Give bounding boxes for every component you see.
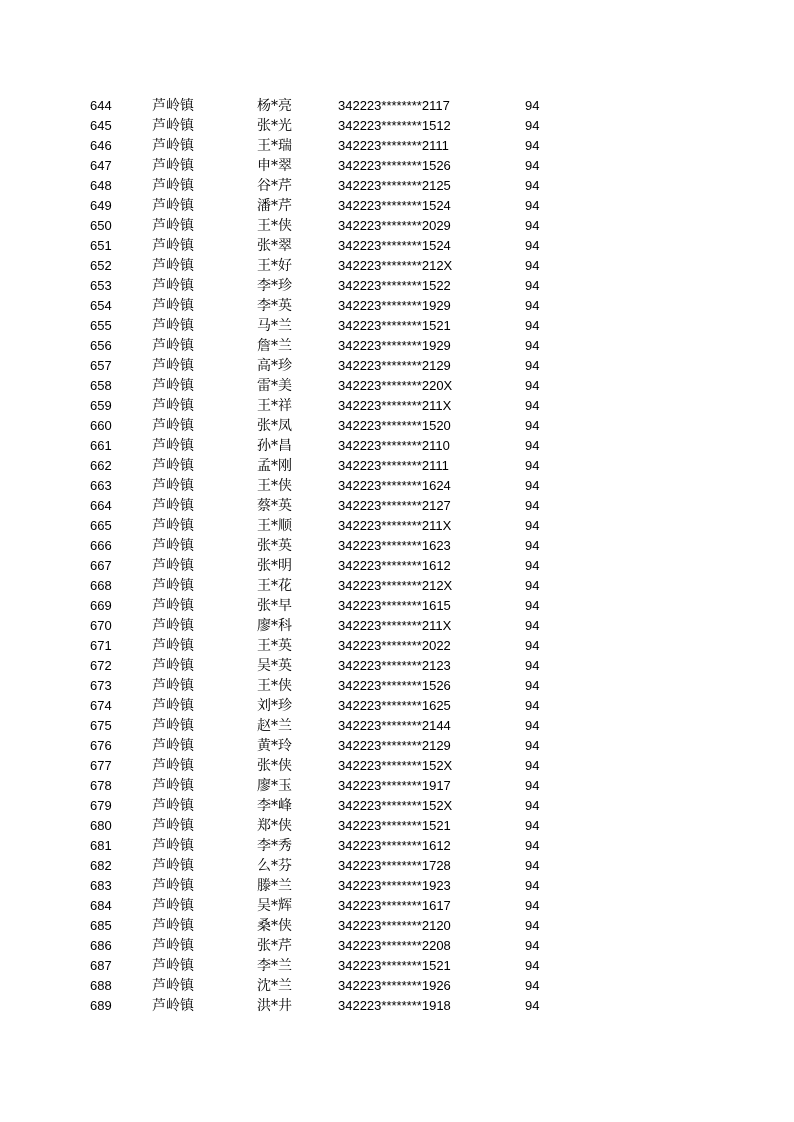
row-number-cell: 688 [90,978,112,993]
score-cell: 94 [525,198,540,213]
town-cell: 芦岭镇 [152,398,194,414]
row-number-cell: 660 [90,418,112,433]
person-name-cell: 张*侠 [257,758,292,774]
person-name-cell: 雷*美 [257,378,292,394]
score-cell: 94 [525,358,540,373]
id-number-cell: 342223********1522 [338,278,451,293]
table-row [0,136,794,156]
table-row [0,336,794,356]
row-number-cell: 689 [90,998,112,1013]
town-cell: 芦岭镇 [152,338,194,354]
town-cell: 芦岭镇 [152,618,194,634]
score-cell: 94 [525,338,540,353]
id-number-cell: 342223********1524 [338,198,451,213]
table-row [0,556,794,576]
score-cell: 94 [525,538,540,553]
town-cell: 芦岭镇 [152,98,194,114]
score-cell: 94 [525,258,540,273]
table-row [0,216,794,236]
town-cell: 芦岭镇 [152,978,194,994]
table-row [0,476,794,496]
id-number-cell: 342223********211X [338,618,452,633]
table-row [0,636,794,656]
id-number-cell: 342223********211X [338,518,452,533]
table-row [0,496,794,516]
id-number-cell: 342223********1521 [338,818,451,833]
id-number-cell: 342223********1926 [338,978,451,993]
town-cell: 芦岭镇 [152,898,194,914]
score-cell: 94 [525,518,540,533]
town-cell: 芦岭镇 [152,358,194,374]
row-number-cell: 661 [90,438,112,453]
id-number-cell: 342223********1521 [338,958,451,973]
person-name-cell: 谷*芹 [257,178,292,194]
score-cell: 94 [525,98,540,113]
table-row [0,876,794,896]
town-cell: 芦岭镇 [152,318,194,334]
id-number-cell: 342223********1612 [338,838,451,853]
person-name-cell: 廖*科 [257,618,292,634]
row-number-cell: 653 [90,278,112,293]
row-number-cell: 654 [90,298,112,313]
row-number-cell: 685 [90,918,112,933]
table-row [0,856,794,876]
person-name-cell: 赵*兰 [257,718,292,734]
row-number-cell: 674 [90,698,112,713]
score-cell: 94 [525,298,540,313]
town-cell: 芦岭镇 [152,518,194,534]
town-cell: 芦岭镇 [152,498,194,514]
person-name-cell: 潘*芹 [257,198,292,214]
row-number-cell: 676 [90,738,112,753]
table-row [0,276,794,296]
id-number-cell: 342223********1929 [338,298,451,313]
row-number-cell: 675 [90,718,112,733]
data-table [0,96,794,1016]
row-number-cell: 659 [90,398,112,413]
score-cell: 94 [525,618,540,633]
id-number-cell: 342223********2111 [338,138,449,153]
row-number-cell: 655 [90,318,112,333]
row-number-cell: 644 [90,98,112,113]
table-row [0,816,794,836]
id-number-cell: 342223********1612 [338,558,451,573]
row-number-cell: 670 [90,618,112,633]
table-row [0,956,794,976]
id-number-cell: 342223********1624 [338,478,451,493]
person-name-cell: 王*花 [257,578,292,594]
town-cell: 芦岭镇 [152,658,194,674]
id-number-cell: 342223********1520 [338,418,451,433]
table-row [0,116,794,136]
score-cell: 94 [525,318,540,333]
town-cell: 芦岭镇 [152,118,194,134]
table-row [0,436,794,456]
town-cell: 芦岭镇 [152,678,194,694]
person-name-cell: 洪*井 [257,998,292,1014]
row-number-cell: 684 [90,898,112,913]
table-row [0,316,794,336]
id-number-cell: 342223********1524 [338,238,451,253]
table-row [0,916,794,936]
id-number-cell: 342223********152X [338,798,453,813]
score-cell: 94 [525,978,540,993]
town-cell: 芦岭镇 [152,758,194,774]
person-name-cell: 李*兰 [257,958,292,974]
table-row [0,776,794,796]
table-row [0,736,794,756]
row-number-cell: 649 [90,198,112,213]
table-row [0,796,794,816]
table-row [0,676,794,696]
row-number-cell: 664 [90,498,112,513]
town-cell: 芦岭镇 [152,458,194,474]
table-row [0,356,794,376]
table-row [0,96,794,116]
id-number-cell: 342223********2120 [338,918,451,933]
id-number-cell: 342223********1526 [338,158,451,173]
row-number-cell: 668 [90,578,112,593]
row-number-cell: 656 [90,338,112,353]
person-name-cell: 王*侠 [257,678,292,694]
town-cell: 芦岭镇 [152,418,194,434]
town-cell: 芦岭镇 [152,958,194,974]
row-number-cell: 682 [90,858,112,873]
table-row [0,416,794,436]
row-number-cell: 677 [90,758,112,773]
table-row [0,996,794,1016]
score-cell: 94 [525,898,540,913]
id-number-cell: 342223********1625 [338,698,451,713]
score-cell: 94 [525,918,540,933]
row-number-cell: 667 [90,558,112,573]
score-cell: 94 [525,838,540,853]
row-number-cell: 650 [90,218,112,233]
score-cell: 94 [525,658,540,673]
score-cell: 94 [525,278,540,293]
person-name-cell: 王*好 [257,258,292,274]
town-cell: 芦岭镇 [152,778,194,794]
score-cell: 94 [525,738,540,753]
table-row [0,376,794,396]
id-number-cell: 342223********1917 [338,778,451,793]
table-row [0,656,794,676]
town-cell: 芦岭镇 [152,438,194,454]
row-number-cell: 681 [90,838,112,853]
id-number-cell: 342223********2129 [338,738,451,753]
table-row [0,936,794,956]
town-cell: 芦岭镇 [152,638,194,654]
id-number-cell: 342223********211X [338,398,452,413]
person-name-cell: 李*珍 [257,278,292,294]
id-number-cell: 342223********2117 [338,98,450,113]
score-cell: 94 [525,458,540,473]
town-cell: 芦岭镇 [152,238,194,254]
id-number-cell: 342223********2144 [338,718,451,733]
id-number-cell: 342223********2208 [338,938,451,953]
table-row [0,296,794,316]
person-name-cell: 刘*珍 [257,698,292,714]
score-cell: 94 [525,718,540,733]
person-name-cell: 王*祥 [257,398,292,414]
score-cell: 94 [525,378,540,393]
score-cell: 94 [525,418,540,433]
score-cell: 94 [525,138,540,153]
table-row [0,536,794,556]
person-name-cell: 张*早 [257,598,292,614]
row-number-cell: 658 [90,378,112,393]
row-number-cell: 662 [90,458,112,473]
town-cell: 芦岭镇 [152,698,194,714]
town-cell: 芦岭镇 [152,798,194,814]
id-number-cell: 342223********2029 [338,218,451,233]
town-cell: 芦岭镇 [152,558,194,574]
score-cell: 94 [525,998,540,1013]
id-number-cell: 342223********212X [338,578,453,593]
table-row [0,256,794,276]
table-row [0,836,794,856]
person-name-cell: 桑*侠 [257,918,292,934]
score-cell: 94 [525,758,540,773]
id-number-cell: 342223********1728 [338,858,451,873]
person-name-cell: 张*翠 [257,238,292,254]
town-cell: 芦岭镇 [152,598,194,614]
id-number-cell: 342223********220X [338,378,453,393]
person-name-cell: 王*顺 [257,518,292,534]
person-name-cell: 孟*刚 [257,458,292,474]
row-number-cell: 687 [90,958,112,973]
town-cell: 芦岭镇 [152,538,194,554]
person-name-cell: 张*英 [257,538,292,554]
score-cell: 94 [525,438,540,453]
score-cell: 94 [525,878,540,893]
person-name-cell: 王*侠 [257,478,292,494]
person-name-cell: 黄*玲 [257,738,292,754]
score-cell: 94 [525,118,540,133]
person-name-cell: 王*瑞 [257,138,292,154]
table-row [0,176,794,196]
town-cell: 芦岭镇 [152,158,194,174]
person-name-cell: 滕*兰 [257,878,292,894]
town-cell: 芦岭镇 [152,998,194,1014]
person-name-cell: 李*峰 [257,798,292,814]
person-name-cell: 张*明 [257,558,292,574]
table-row [0,596,794,616]
id-number-cell: 342223********152X [338,758,453,773]
person-name-cell: 孙*昌 [257,438,292,454]
town-cell: 芦岭镇 [152,578,194,594]
row-number-cell: 652 [90,258,112,273]
row-number-cell: 657 [90,358,112,373]
score-cell: 94 [525,158,540,173]
score-cell: 94 [525,938,540,953]
table-row [0,516,794,536]
row-number-cell: 672 [90,658,112,673]
row-number-cell: 683 [90,878,112,893]
town-cell: 芦岭镇 [152,838,194,854]
person-name-cell: 杨*亮 [257,98,292,114]
town-cell: 芦岭镇 [152,878,194,894]
person-name-cell: 吴*辉 [257,898,292,914]
person-name-cell: 郑*侠 [257,818,292,834]
score-cell: 94 [525,478,540,493]
town-cell: 芦岭镇 [152,858,194,874]
score-cell: 94 [525,578,540,593]
id-number-cell: 342223********212X [338,258,453,273]
id-number-cell: 342223********2110 [338,438,450,453]
row-number-cell: 666 [90,538,112,553]
person-name-cell: 张*芹 [257,938,292,954]
row-number-cell: 663 [90,478,112,493]
person-name-cell: 申*翠 [257,158,292,174]
row-number-cell: 645 [90,118,112,133]
score-cell: 94 [525,858,540,873]
person-name-cell: 张*光 [257,118,292,134]
score-cell: 94 [525,678,540,693]
table-row [0,976,794,996]
table-row [0,456,794,476]
town-cell: 芦岭镇 [152,938,194,954]
town-cell: 芦岭镇 [152,918,194,934]
town-cell: 芦岭镇 [152,178,194,194]
town-cell: 芦岭镇 [152,298,194,314]
score-cell: 94 [525,818,540,833]
table-row [0,236,794,256]
person-name-cell: 詹*兰 [257,338,292,354]
row-number-cell: 648 [90,178,112,193]
table-row [0,756,794,776]
score-cell: 94 [525,778,540,793]
person-name-cell: 么*芬 [257,858,292,874]
id-number-cell: 342223********1918 [338,998,451,1013]
town-cell: 芦岭镇 [152,718,194,734]
table-row [0,156,794,176]
person-name-cell: 吴*英 [257,658,292,674]
id-number-cell: 342223********1923 [338,878,451,893]
id-number-cell: 342223********1623 [338,538,451,553]
id-number-cell: 342223********1512 [338,118,451,133]
town-cell: 芦岭镇 [152,218,194,234]
id-number-cell: 342223********2125 [338,178,451,193]
score-cell: 94 [525,398,540,413]
row-number-cell: 686 [90,938,112,953]
score-cell: 94 [525,558,540,573]
score-cell: 94 [525,698,540,713]
row-number-cell: 678 [90,778,112,793]
town-cell: 芦岭镇 [152,818,194,834]
table-row [0,896,794,916]
town-cell: 芦岭镇 [152,478,194,494]
id-number-cell: 342223********1617 [338,898,451,913]
table-row [0,196,794,216]
person-name-cell: 蔡*英 [257,498,292,514]
town-cell: 芦岭镇 [152,258,194,274]
id-number-cell: 342223********2111 [338,458,449,473]
table-row [0,576,794,596]
id-number-cell: 342223********1929 [338,338,451,353]
score-cell: 94 [525,238,540,253]
id-number-cell: 342223********1615 [338,598,451,613]
row-number-cell: 646 [90,138,112,153]
id-number-cell: 342223********2022 [338,638,451,653]
table-row [0,696,794,716]
person-name-cell: 李*秀 [257,838,292,854]
person-name-cell: 廖*玉 [257,778,292,794]
score-cell: 94 [525,598,540,613]
row-number-cell: 647 [90,158,112,173]
person-name-cell: 王*侠 [257,218,292,234]
row-number-cell: 673 [90,678,112,693]
row-number-cell: 669 [90,598,112,613]
score-cell: 94 [525,178,540,193]
town-cell: 芦岭镇 [152,138,194,154]
id-number-cell: 342223********1526 [338,678,451,693]
table-row [0,716,794,736]
table-row [0,616,794,636]
person-name-cell: 马*兰 [257,318,292,334]
town-cell: 芦岭镇 [152,378,194,394]
score-cell: 94 [525,958,540,973]
score-cell: 94 [525,798,540,813]
person-name-cell: 王*英 [257,638,292,654]
row-number-cell: 665 [90,518,112,533]
person-name-cell: 张*凤 [257,418,292,434]
row-number-cell: 671 [90,638,112,653]
town-cell: 芦岭镇 [152,198,194,214]
row-number-cell: 680 [90,818,112,833]
town-cell: 芦岭镇 [152,738,194,754]
person-name-cell: 李*英 [257,298,292,314]
table-row [0,396,794,416]
score-cell: 94 [525,498,540,513]
person-name-cell: 高*珍 [257,358,292,374]
score-cell: 94 [525,638,540,653]
id-number-cell: 342223********1521 [338,318,451,333]
id-number-cell: 342223********2127 [338,498,451,513]
id-number-cell: 342223********2129 [338,358,451,373]
id-number-cell: 342223********2123 [338,658,451,673]
score-cell: 94 [525,218,540,233]
person-name-cell: 沈*兰 [257,978,292,994]
row-number-cell: 679 [90,798,112,813]
town-cell: 芦岭镇 [152,278,194,294]
row-number-cell: 651 [90,238,112,253]
